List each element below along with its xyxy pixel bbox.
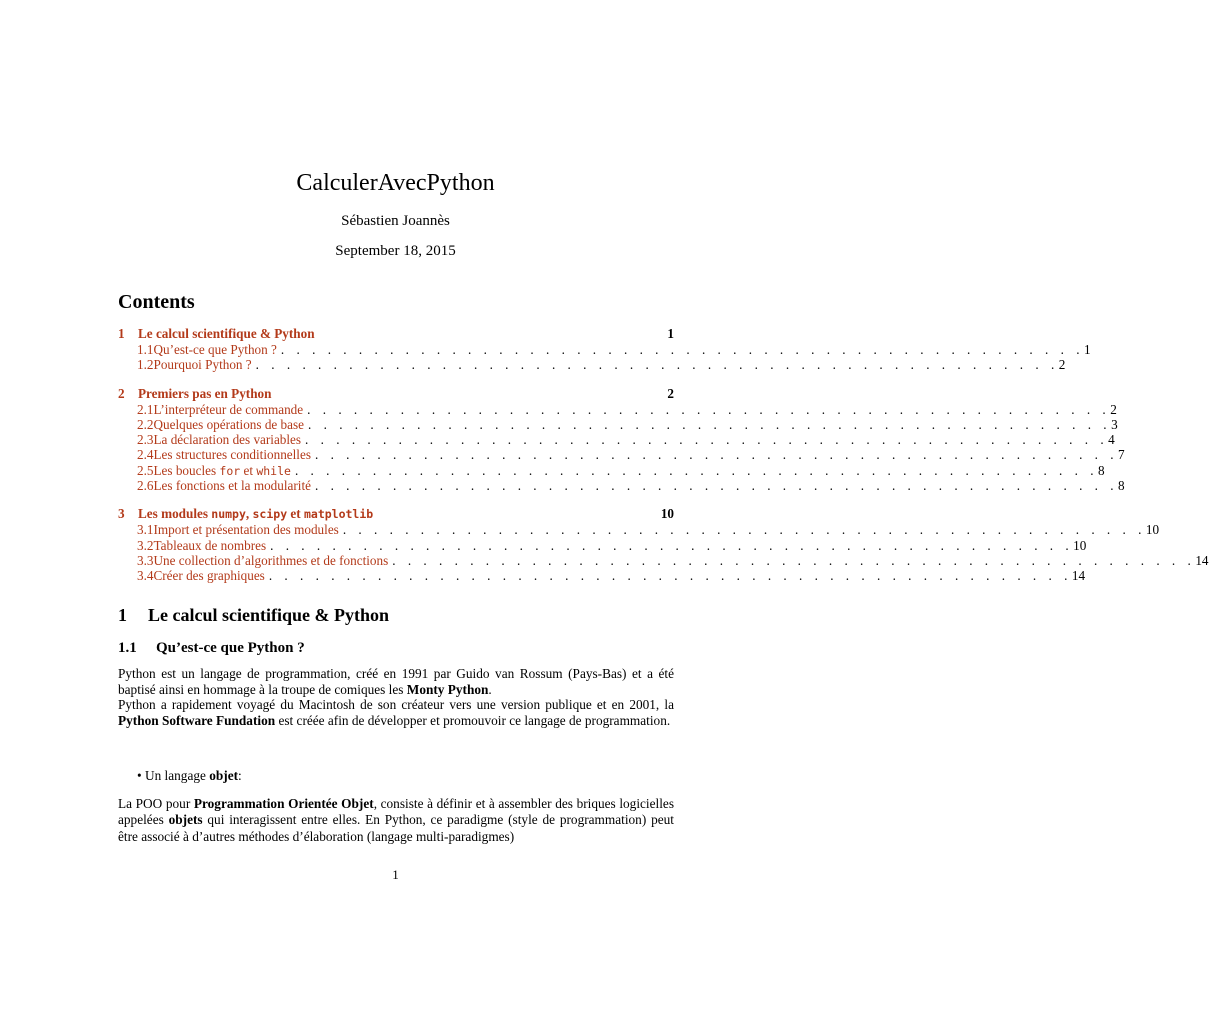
toc-section-number: 1 — [118, 326, 125, 341]
toc-label-text: Les modules — [138, 506, 212, 522]
toc-section-page: 2 — [667, 385, 674, 401]
paragraph-bold: Monty Python — [406, 682, 489, 698]
toc-section-page: 10 — [660, 506, 674, 522]
toc-entry-2-4[interactable] — [118, 447, 1125, 463]
toc-section-page: 1 — [667, 326, 674, 341]
toc-entry-3-2[interactable] — [118, 537, 1087, 553]
toc-entry-number: 2.2 — [137, 416, 154, 432]
toc-leader-dots: . . . . . . . . . . . . . . . . . . . . . . . . . . . . . . . . . . . . . . . . . . . . . . . . . . . . — [314, 478, 1119, 494]
document-author: Sébastien Joannès — [341, 213, 450, 229]
bullet-text: Un langage — [144, 768, 210, 783]
bullet-bold: objet — [209, 768, 239, 783]
toc-leader-dots: . . . . . . . . . . . . . . . . . . . . . . . . . . . . . . . . . . . . . . . . . . . . . . . . . . . . — [294, 462, 1099, 478]
paragraph-text: Python est un langage de programmation, créé en 1991 par Guido van Rossum (Pays-Bas) et a été baptisé ainsi en hommage à la troupe de comiques les — [118, 666, 674, 698]
bullet-text: : — [238, 768, 242, 783]
toc-leader-dots: . . . . . . . . . . . . . . . . . . . . . . . . . . . . . . . . . . . . . . . . . . . . . . . . . . . . — [307, 401, 1111, 417]
toc-entry-label: Une collection d’algorithmes et de fonctions — [153, 552, 389, 568]
toc-entry-number: 2.3 — [137, 432, 154, 448]
toc-entry-2-2[interactable] — [118, 416, 1118, 432]
toc-entry-page: 2 — [1058, 357, 1066, 373]
toc-entry-page: 1 — [1083, 342, 1091, 357]
toc-leader-dots: . . . . . . . . . . . . . . . . . . . . . . . . . . . . . . . . . . . . . . . . . . . . . . . . . . . . — [308, 416, 1112, 432]
toc-leader-dots: . . . . . . . . . . . . . . . . . . . . . . . . . . . . . . . . . . . . . . . . . . . . . . . . . . . . — [255, 357, 1059, 373]
bullet-item-objet — [137, 768, 242, 784]
paragraph-python-foundation — [118, 697, 674, 730]
paragraph-text: est créée afin de développer et promouvoir ce langage de programmation. — [275, 713, 671, 729]
toc-entry-label: Quelques opérations de base — [153, 416, 304, 432]
toc-label-code: scipy — [252, 507, 288, 522]
toc-entry-2-1[interactable] — [118, 401, 1117, 417]
toc-entry-page: 7 — [1118, 447, 1125, 463]
toc-entry-number: 2.5 — [137, 462, 154, 478]
toc-entry-2-6[interactable] — [118, 478, 1125, 494]
paragraph-text: Python a rapidement voyagé du Macintosh de son créateur vers une version publique et en 2001, la — [118, 697, 674, 712]
paragraph-bold: Python Software Fundation — [118, 713, 276, 729]
toc-entry-label: Les fonctions et la modularité — [153, 478, 311, 494]
section-heading-1 — [118, 605, 389, 626]
toc-label-code: for — [219, 463, 241, 478]
toc-entry-page: 3 — [1111, 416, 1118, 432]
toc-entry-label: Pourquoi Python ? — [153, 357, 252, 373]
toc-leader-dots: . . . . . . . . . . . . . . . . . . . . . . . . . . . . . . . . . . . . . . . . . . . . . . . . . . . . — [270, 537, 1074, 553]
toc-section-label: Premiers pas en Python — [138, 385, 272, 401]
toc-entry-label: L’interpréteur de commande — [153, 401, 304, 417]
subsection-title: Qu’est-ce que Python ? — [156, 640, 305, 656]
toc-entry-3-4[interactable] — [118, 568, 1086, 584]
toc-entry-label: Créer des graphiques — [153, 568, 265, 584]
toc-entry-2-3[interactable] — [118, 432, 1115, 448]
toc-entry-number: 3.2 — [137, 537, 154, 553]
paragraph-poo — [118, 796, 674, 845]
toc-entry-label — [153, 463, 290, 479]
document-date: September 18, 2015 — [335, 243, 456, 259]
toc-label-code: numpy — [211, 507, 246, 522]
paragraph-python-history — [118, 666, 674, 699]
toc-label-text: , — [245, 506, 253, 522]
section-title: Le calcul scientifique & Python — [148, 605, 389, 625]
toc-entry-page: 14 — [1071, 568, 1086, 584]
toc-entry-label: Import et présentation des modules — [153, 522, 339, 538]
toc-entry-page: 8 — [1118, 478, 1125, 494]
toc-label-text: Les boucles — [153, 462, 220, 478]
toc-label-code: matplotlib — [303, 507, 374, 522]
toc-section-1[interactable] — [118, 325, 674, 342]
toc-entry-label: Tableaux de nombres — [153, 537, 267, 553]
toc-label-text: et — [287, 506, 304, 522]
toc-entry-page: 2 — [1110, 401, 1117, 417]
paragraph-text: qui interagissent entre elles. En Python, ce paradigme (style de programmation) peut être associé à d’autres méthodes d’élaboration (langage multi-paradigmes) — [118, 812, 674, 844]
toc-entry-number: 2.1 — [137, 401, 154, 417]
toc-entry-label: Les structures conditionnelles — [153, 447, 311, 463]
toc-entry-page: 4 — [1108, 432, 1115, 448]
toc-entry-number: 1.2 — [137, 357, 154, 373]
toc-entry-number: 3.3 — [137, 552, 154, 568]
toc-entry-2-5[interactable] — [118, 462, 1105, 478]
toc-label-code: while — [256, 463, 291, 478]
section-number: 1 — [118, 605, 127, 625]
toc-section-number: 3 — [118, 506, 125, 522]
document-title: CalculerAvecPython — [296, 170, 495, 196]
toc-entry-number: 3.1 — [137, 522, 154, 538]
toc-leader-dots: . . . . . . . . . . . . . . . . . . . . . . . . . . . . . . . . . . . . . . . . . . . . . . . . . . . . — [392, 552, 1196, 568]
toc-entry-1-2[interactable] — [118, 357, 1066, 373]
subsection-heading-1-1 — [118, 640, 305, 657]
paragraph-text: La POO pour — [118, 796, 194, 811]
toc-entry-page: 10 — [1145, 522, 1160, 538]
table-of-contents — [118, 325, 1209, 584]
paragraph-bold: Programmation Orientée Objet — [193, 796, 374, 811]
toc-entry-3-3[interactable] — [118, 552, 1209, 568]
toc-section-2[interactable] — [118, 385, 674, 402]
toc-entry-3-1[interactable] — [118, 522, 1160, 538]
bullet-icon: • — [137, 768, 145, 783]
toc-entry-number: 1.1 — [137, 342, 154, 357]
contents-heading: Contents — [118, 291, 195, 313]
toc-entry-page: 14 — [1195, 552, 1209, 568]
toc-section-number: 2 — [118, 385, 125, 401]
toc-section-label — [138, 505, 661, 523]
toc-entry-page: 10 — [1073, 537, 1087, 553]
paragraph-bold: objets — [168, 812, 203, 828]
paragraph-text: , consiste à définir et à assembler des briques logicielles appelées — [118, 796, 674, 828]
toc-leader-dots: . . . . . . . . . . . . . . . . . . . . . . . . . . . . . . . . . . . . . . . . . . . . . . . . . . . . — [314, 447, 1119, 463]
toc-leader-dots: . . . . . . . . . . . . . . . . . . . . . . . . . . . . . . . . . . . . . . . . . . . . . . . . . . . . — [342, 522, 1146, 538]
toc-entry-page: 8 — [1098, 462, 1105, 478]
toc-leader-dots: . . . . . . . . . . . . . . . . . . . . . . . . . . . . . . . . . . . . . . . . . . . . . . . . . . . . — [280, 342, 1084, 357]
toc-leader-dots: . . . . . . . . . . . . . . . . . . . . . . . . . . . . . . . . . . . . . . . . . . . . . . . . . . . . — [268, 568, 1072, 584]
toc-label-text: et — [240, 462, 257, 478]
toc-entry-label: Qu’est-ce que Python ? — [153, 342, 277, 357]
toc-entry-number: 2.4 — [137, 447, 154, 463]
toc-entry-number: 3.4 — [137, 568, 154, 584]
page-number: 1 — [392, 867, 399, 882]
toc-section-label: Le calcul scientifique & Python — [138, 326, 315, 341]
toc-entry-number: 2.6 — [137, 478, 154, 494]
subsection-number: 1.1 — [118, 640, 137, 656]
toc-entry-label: La déclaration des variables — [153, 432, 302, 448]
toc-section-3[interactable] — [118, 505, 674, 522]
toc-leader-dots: . . . . . . . . . . . . . . . . . . . . . . . . . . . . . . . . . . . . . . . . . . . . . . . . . . . . — [305, 432, 1109, 448]
toc-entry-1-1[interactable] — [118, 342, 1091, 357]
paragraph-text: . — [488, 682, 492, 698]
